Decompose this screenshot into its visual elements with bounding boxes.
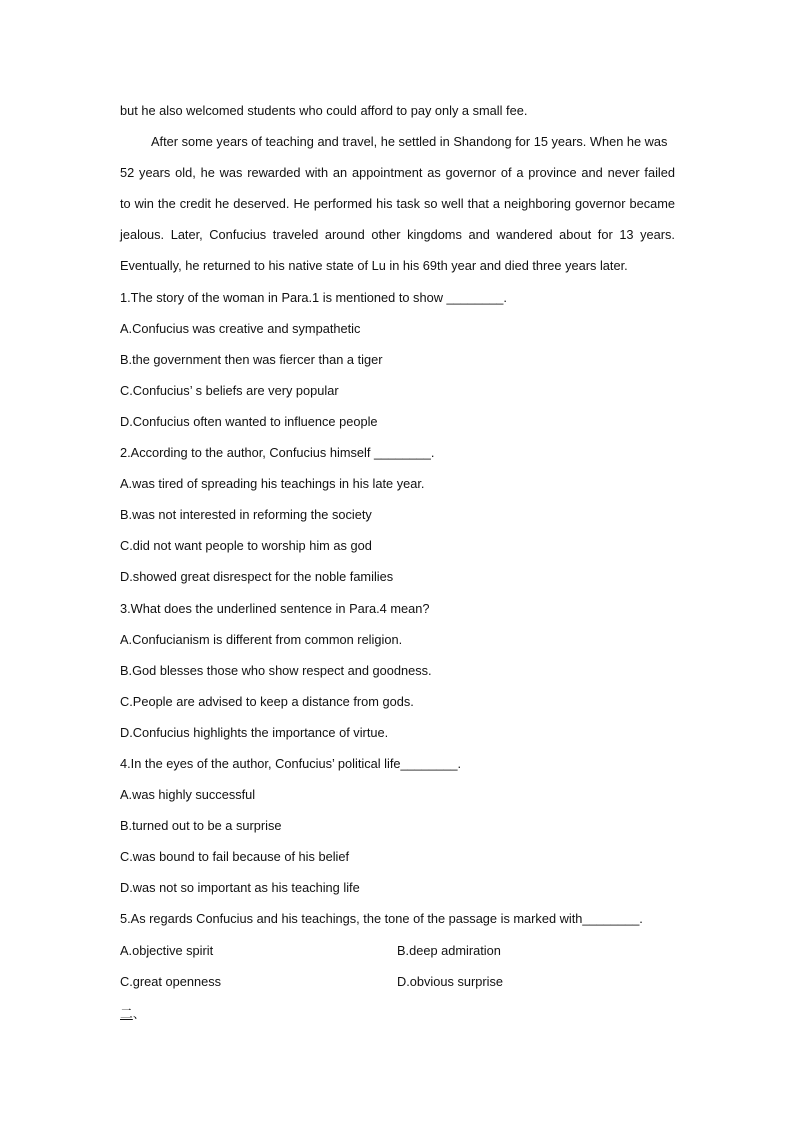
answer-option: A.Confucius was creative and sympathetic	[120, 320, 361, 336]
passage-line: jealous. Later, Confucius traveled around other kingdoms and wandered about for 13 years.	[120, 227, 675, 243]
answer-option: C.great openness	[120, 973, 222, 989]
answer-option: B.was not interested in reforming the society	[120, 507, 372, 523]
answer-option: D.was not so important as his teaching life	[120, 880, 360, 896]
answer-option: C.was bound to fail because of his belief	[120, 849, 350, 865]
options-row	[120, 971, 675, 1002]
answer-option: A.was tired of spreading his teachings in his late year.	[120, 476, 425, 492]
question-stem: 4.In the eyes of the author, Confucius’ political life________.	[120, 755, 462, 771]
passage-line: Eventually, he returned to his native state of Lu in his 69th year and died three years later.	[120, 258, 628, 274]
answer-option: B.turned out to be a surprise	[120, 818, 282, 834]
question-stem: 5.As regards Confucius and his teachings, the tone of the passage is marked with________.	[120, 911, 643, 927]
answer-option: B.God blesses those who show respect and goodness.	[120, 662, 432, 678]
answer-option: B.the government then was fiercer than a tiger	[120, 351, 383, 367]
answer-option: A.objective spirit	[120, 942, 214, 958]
passage-line: 52 years old, he was rewarded with an appointment as governor of a province and never failed	[120, 165, 675, 181]
answer-option: B.deep admiration	[397, 942, 501, 958]
section-numeral: 二	[120, 1006, 133, 1021]
answer-option: A.was highly successful	[120, 787, 256, 803]
passage-and-questions	[120, 100, 675, 1002]
answer-option: D.Confucius highlights the importance of virtue.	[120, 724, 389, 740]
answer-option: D.obvious surprise	[397, 973, 503, 989]
section-separator: 、	[132, 1006, 146, 1021]
answer-option: A.Confucianism is different from common religion.	[120, 631, 403, 647]
answer-option: D.Confucius often wanted to influence people	[120, 413, 378, 429]
passage-line: but he also welcomed students who could afford to pay only a small fee.	[120, 103, 528, 118]
question-stem: 3.What does the underlined sentence in Para.4 mean?	[120, 600, 430, 616]
options-row	[120, 940, 675, 971]
question-stem: 1.The story of the woman in Para.1 is mentioned to show ________.	[120, 289, 507, 305]
question-stem: 2.According to the author, Confucius himself ________.	[120, 445, 435, 461]
answer-option: D.showed great disrespect for the noble families	[120, 569, 394, 585]
answer-option: C.Confucius’ s beliefs are very popular	[120, 382, 339, 398]
answer-option: C.People are advised to keep a distance from gods.	[120, 693, 414, 709]
section-heading	[120, 1003, 146, 1025]
answer-option: C.did not want people to worship him as god	[120, 538, 372, 554]
passage-line: After some years of teaching and travel, he settled in Shandong for 15 years. When he was	[151, 134, 668, 150]
passage-line: to win the credit he deserved. He performed his task so well that a neighboring governor became	[120, 196, 675, 212]
